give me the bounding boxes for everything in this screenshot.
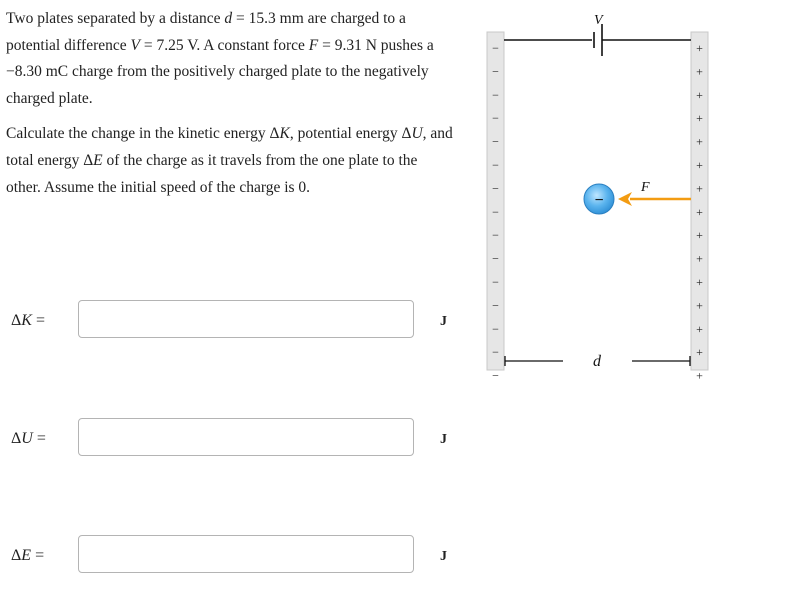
minus-sign: − [492,181,499,196]
delta-k-unit: J [440,314,447,329]
plus-sign: + [696,41,703,55]
delta-k-label: ΔK = [11,312,45,329]
answer-row-delta-k [0,300,470,344]
minus-sign: − [492,134,499,149]
plus-sign: + [696,87,703,102]
plus-sign: + [696,204,703,219]
minus-sign: − [492,345,499,360]
charge-sign: − [594,192,604,209]
negative-plate [487,32,504,370]
problem-paragraph-2: Calculate the change in the kinetic energy ΔK, potential energy ΔU, and total energy ΔE of the charge as it travels from the one plate to the other. Assume the initial speed of the charge is 0. [6,125,453,196]
minus-sign: − [492,87,499,102]
plus-sign: + [696,251,703,266]
capacitor-diagram [470,0,802,380]
delta-e-unit: J [440,549,447,564]
answer-row-delta-e [0,535,470,579]
positive-plate [691,32,708,370]
battery-label: V [594,13,603,28]
minus-sign: − [492,64,499,79]
delta-e-input[interactable] [78,535,414,573]
minus-sign: − [492,111,499,126]
minus-sign: − [492,251,499,266]
force-arrow-head [618,192,632,206]
plus-sign: + [696,275,703,289]
plus-sign: + [696,345,703,360]
delta-e-label: ΔE = [11,547,45,564]
minus-sign: − [492,298,499,313]
plus-sign: + [696,298,703,313]
delta-u-label: ΔU = [11,430,46,447]
minus-sign: − [492,204,499,219]
plus-sign: + [696,181,703,196]
plus-sign: + [696,134,703,149]
problem-paragraph-1: Two plates separated by a distance d = 15.3 mm are charged to a potential difference V = 7.25 V. A constant force F = 9.31 N pushes a −8.30 mC charge from the positively charged plate to the negatively charged plate. [6,10,434,107]
plus-signs [696,41,703,380]
plus-sign: + [696,158,703,172]
minus-sign: − [492,368,499,380]
plus-sign: + [696,111,703,126]
plus-sign: + [696,321,703,336]
answer-row-delta-u [0,418,470,462]
delta-k-input[interactable] [78,300,414,338]
problem-text [6,6,456,210]
minus-signs [492,41,499,380]
minus-sign: − [492,275,499,289]
distance-label: d [593,353,601,370]
plus-sign: + [696,228,703,243]
minus-sign: − [492,228,499,243]
minus-sign: − [492,158,499,172]
minus-sign: − [492,41,499,55]
plus-sign: + [696,368,703,380]
force-label: F [641,180,650,195]
delta-u-input[interactable] [78,418,414,456]
plus-sign: + [696,64,703,79]
minus-sign: − [492,321,499,336]
delta-u-unit: J [440,432,447,447]
